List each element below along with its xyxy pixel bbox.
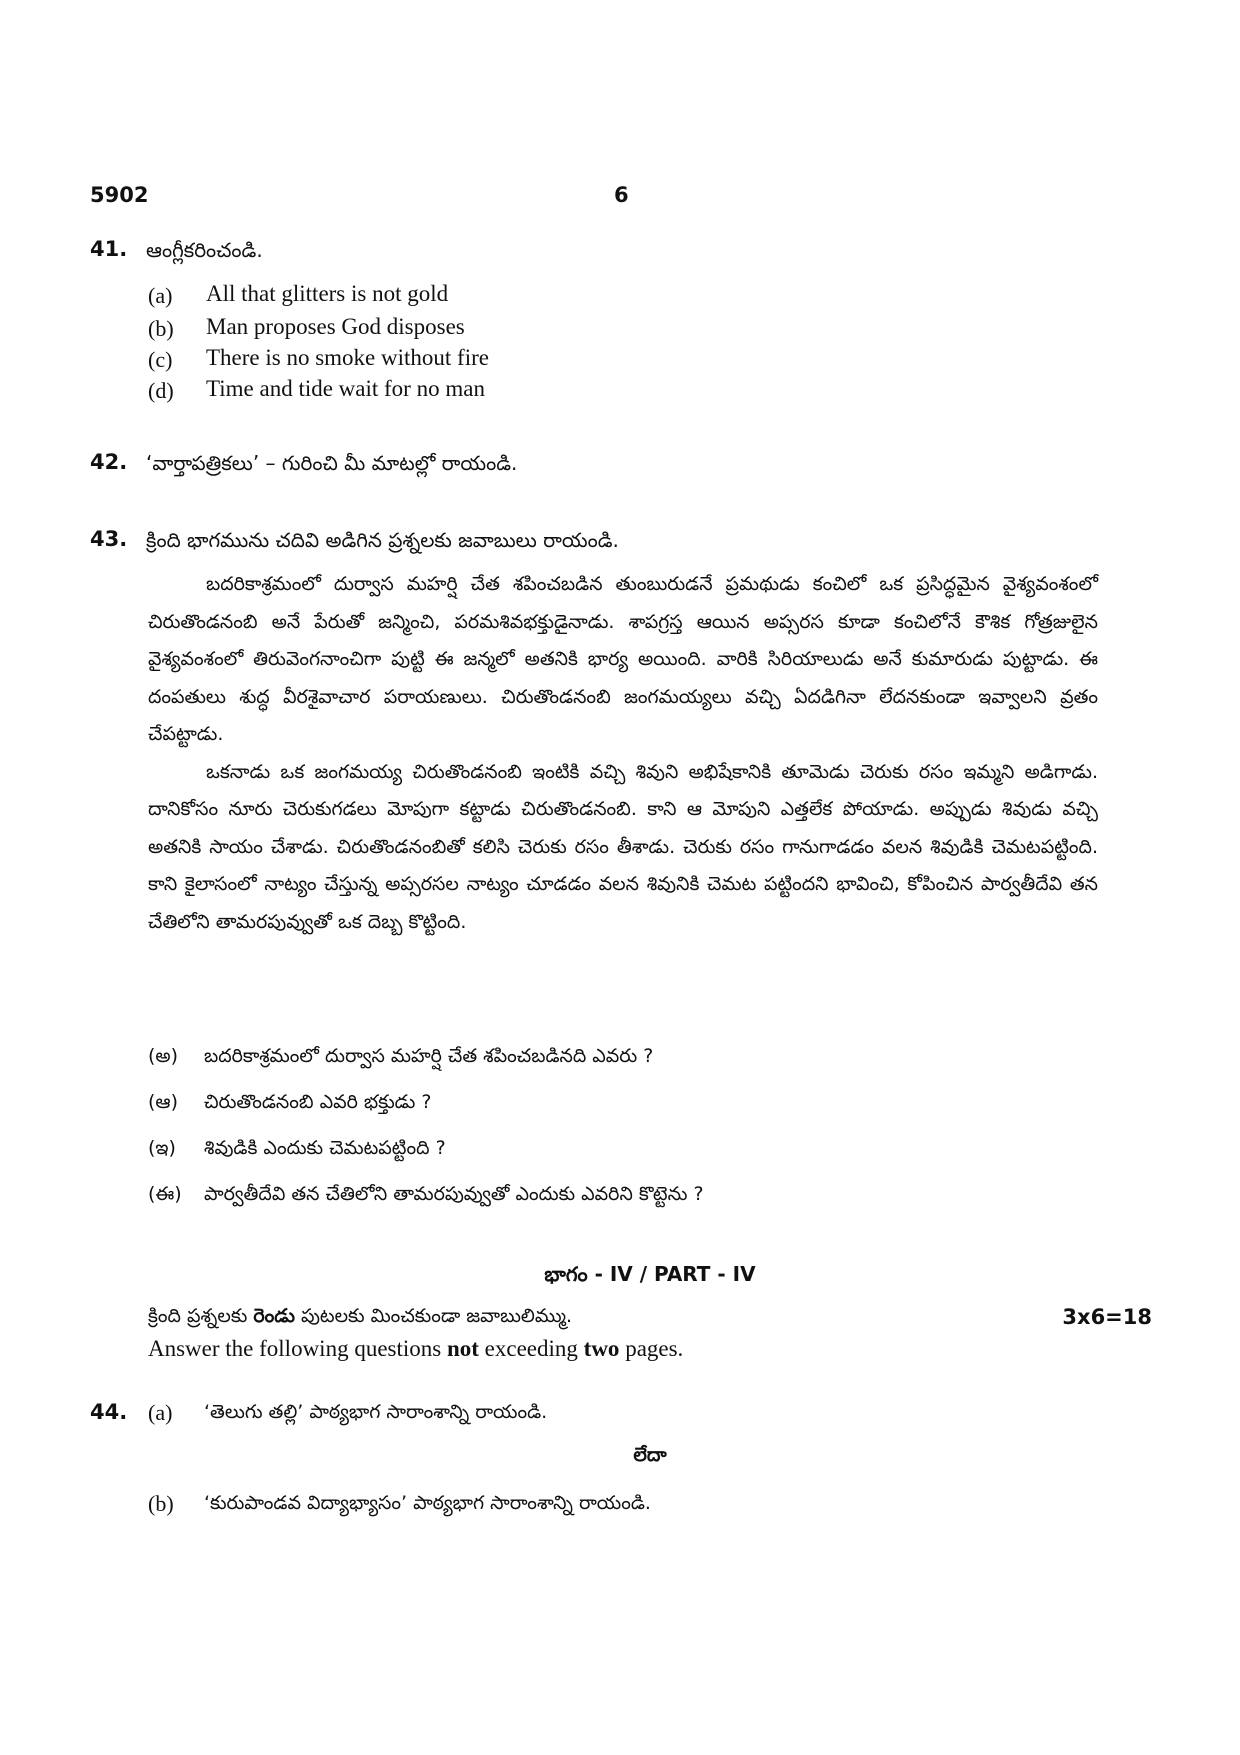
subquestion-label-3: (ఇ) [148, 1137, 176, 1159]
question-number-42: 42. [90, 450, 128, 474]
subquestion-label-4: (ఈ) [148, 1183, 182, 1205]
option-text-d: Time and tide wait for no man [206, 376, 485, 401]
passage [148, 566, 1098, 941]
q44-option-text-b: ‘కురుపాండవ విద్యాభ్యాసం’ పాఠ్యభాగ సారాంశాన్ని రాయండి. [204, 1492, 651, 1514]
q44-option-label-b: (b) [148, 1491, 174, 1516]
subquestion-text-1: బదరికాశ్రమంలో దుర్వాస మహర్షి చేత శపించబడినది ఎవరు ? [204, 1045, 654, 1067]
option-label-d: (d) [148, 378, 174, 403]
page-number: 6 [614, 183, 629, 207]
or-separator: లేదా [633, 1444, 667, 1466]
passage-paragraph-1: బదరికాశ్రమంలో దుర్వాస మహర్షి చేత శపించబడిన తుంబురుడనే ప్రమథుడు కంచిలో ఒక ప్రసిద్ధమైన వైశ్యవంశంలో చిరుతొండనంబి అనే పేరుతో జన్మించి, పరమశివభక్తుడైనాడు. శాపగ్రస్త ఆయిన అప్సరస కూడా కంచిలోనే కౌశిక గోత్రజులైన వైశ్యవంశంలో తిరువెంగనాంచిగా పుట్టి ఈ జన్మలో అతనికి భార్య అయింది. వారికి సిరియాలుడు అనే కుమారుడు పుట్టాడు. ఈ దంపతులు శుద్ధ వీరశైవాచార పరాయణులు. చిరుతొండనంబి జంగమయ్యలు వచ్చి ఏదడిగినా లేదనకుండా ఇవ్వాలని వ్రతం చేపట్టాడు. [148, 573, 1098, 745]
subquestion-text-3: శివుడికి ఎందుకు చెమటపట్టింది ? [204, 1137, 446, 1159]
subquestion-text-4: పార్వతీదేవి తన చేతిలోని తామరపువ్వుతో ఎందుకు ఎవరిని కొట్టెను ? [204, 1183, 704, 1205]
option-label-c: (c) [148, 347, 173, 372]
q44-option-label-a: (a) [148, 1400, 173, 1425]
option-text-a: All that glitters is not gold [206, 281, 449, 306]
instruction-telugu: క్రింది ప్రశ్నలకు రెండు పుటలకు మించకుండా జవాబులిమ్ము. [148, 1305, 573, 1327]
passage-paragraph-2: ఒకనాడు ఒక జంగమయ్య చిరుతొండనంబి ఇంటికి వచ్చి శివుని అభిషేకానికి తూమెడు చెరుకు రసం ఇమ్మని అడిగాడు. దానికోసం నూరు చెరుకుగడలు మోపుగా కట్టాడు చిరుతొండనంబి. కాని ఆ మోపుని ఎత్తలేక పోయాడు. అప్పుడు శివుడు వచ్చి అతనికి సాయం చేశాడు. చిరుతొండనంబితో కలిసి చెరుకు రసం తీశాడు. చెరుకు రసం గానుగాడడం వలన శివుడికి చెమటపట్టింది. కాని కైలాసంలో నాట్యం చేస్తున్న అప్సరసల నాట్యం చూడడం వలన శివునికి చెమట పట్టిందని భావించి, కోపించిన పార్వతీదేవి తన చేతిలోని తామరపువ్వుతో ఒక దెబ్బ కొట్టింది. [148, 760, 1098, 933]
question-41-prompt: ఆంగ్లీకరించండి. [146, 238, 263, 262]
subquestion-label-1: (అ) [148, 1045, 179, 1067]
question-43-prompt: క్రింది భాగమును చదివి అడిగిన ప్రశ్నలకు జవాబులు రాయండి. [146, 528, 619, 552]
subquestion-text-2: చిరుతొండనంబి ఎవరి భక్తుడు ? [204, 1091, 432, 1113]
option-label-b: (b) [148, 316, 174, 341]
paper-code: 5902 [90, 183, 149, 207]
question-42-prompt: ‘వార్తాపత్రికలు’ – గురించి మీ మాటల్లో రాయండి. [146, 451, 518, 475]
option-text-b: Man proposes God disposes [206, 314, 465, 339]
question-number-44: 44. [90, 1400, 128, 1424]
q44-option-text-a: ‘తెలుగు తల్లి’ పాఠ్యభాగ సారాంశాన్ని రాయండి. [204, 1401, 548, 1423]
option-label-a: (a) [148, 283, 173, 308]
option-text-c: There is no smoke without fire [206, 345, 489, 370]
instruction-english: Answer the following questions not exceeding two pages. [148, 1336, 684, 1361]
subquestion-label-2: (ఆ) [148, 1091, 178, 1113]
question-number-43: 43. [90, 527, 128, 551]
marks-scheme: 3x6=18 [1062, 1305, 1152, 1329]
question-number-41: 41. [90, 237, 128, 261]
page-header [90, 183, 1150, 213]
part-title: భాగం - IV / PART - IV [544, 1262, 756, 1286]
